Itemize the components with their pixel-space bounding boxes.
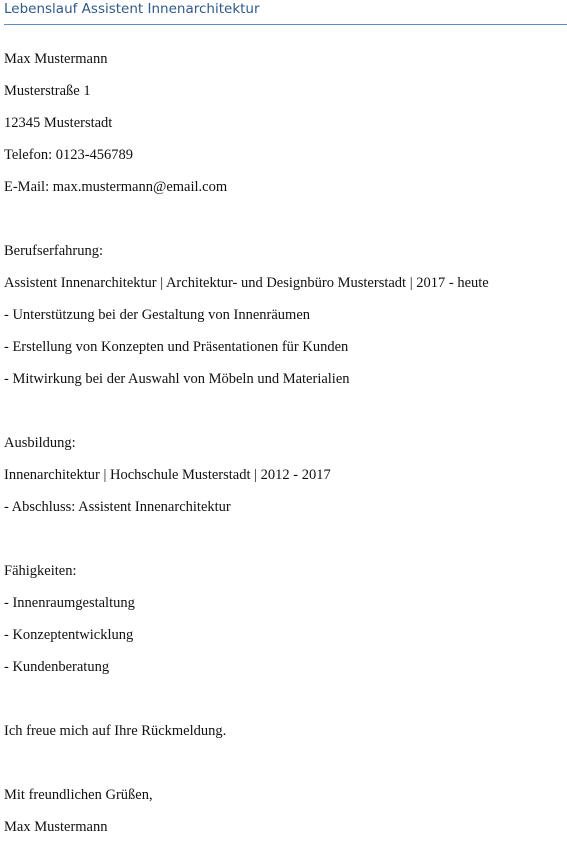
education-item: - Abschluss: Assistent Innenarchitektur	[4, 499, 231, 515]
skills-heading: Fähigkeiten:	[4, 563, 77, 579]
document-header	[4, 0, 567, 25]
experience-item: - Unterstützung bei der Gestaltung von Innenräumen	[4, 307, 311, 323]
contact-name: Max Mustermann	[4, 51, 108, 67]
document-body	[4, 46, 564, 846]
contact-street: Musterstraße 1	[4, 83, 91, 99]
skills-item: - Konzeptentwicklung	[4, 627, 134, 643]
contact-phone: Telefon: 0123-456789	[4, 147, 134, 163]
section-gap	[4, 398, 564, 430]
contact-email: E-Mail: max.mustermann@email.com	[4, 179, 228, 195]
contact-city: 12345 Musterstadt	[4, 115, 113, 131]
header-title: Lebenslauf Assistent Innenarchitektur	[4, 1, 260, 17]
closing-signature: Max Mustermann	[4, 819, 108, 835]
experience-item: - Mitwirkung bei der Auswahl von Möbeln und Materialien	[4, 371, 350, 387]
experience-heading: Berufserfahrung:	[4, 243, 104, 259]
section-gap	[4, 206, 564, 238]
section-gap	[4, 686, 564, 718]
experience-position: Assistent Innenarchitektur | Architektur- und Designbüro Musterstadt | 2017 - heute	[4, 275, 489, 291]
skills-item: - Innenraumgestaltung	[4, 595, 135, 611]
section-gap	[4, 750, 564, 782]
experience-item: - Erstellung von Konzepten und Präsentationen für Kunden	[4, 339, 349, 355]
closing-greeting: Mit freundlichen Grüßen,	[4, 787, 153, 803]
closing-statement: Ich freue mich auf Ihre Rückmeldung.	[4, 723, 227, 739]
education-heading: Ausbildung:	[4, 435, 76, 451]
section-gap	[4, 526, 564, 558]
education-entry: Innenarchitektur | Hochschule Musterstadt | 2012 - 2017	[4, 467, 331, 483]
skills-item: - Kundenberatung	[4, 659, 110, 675]
